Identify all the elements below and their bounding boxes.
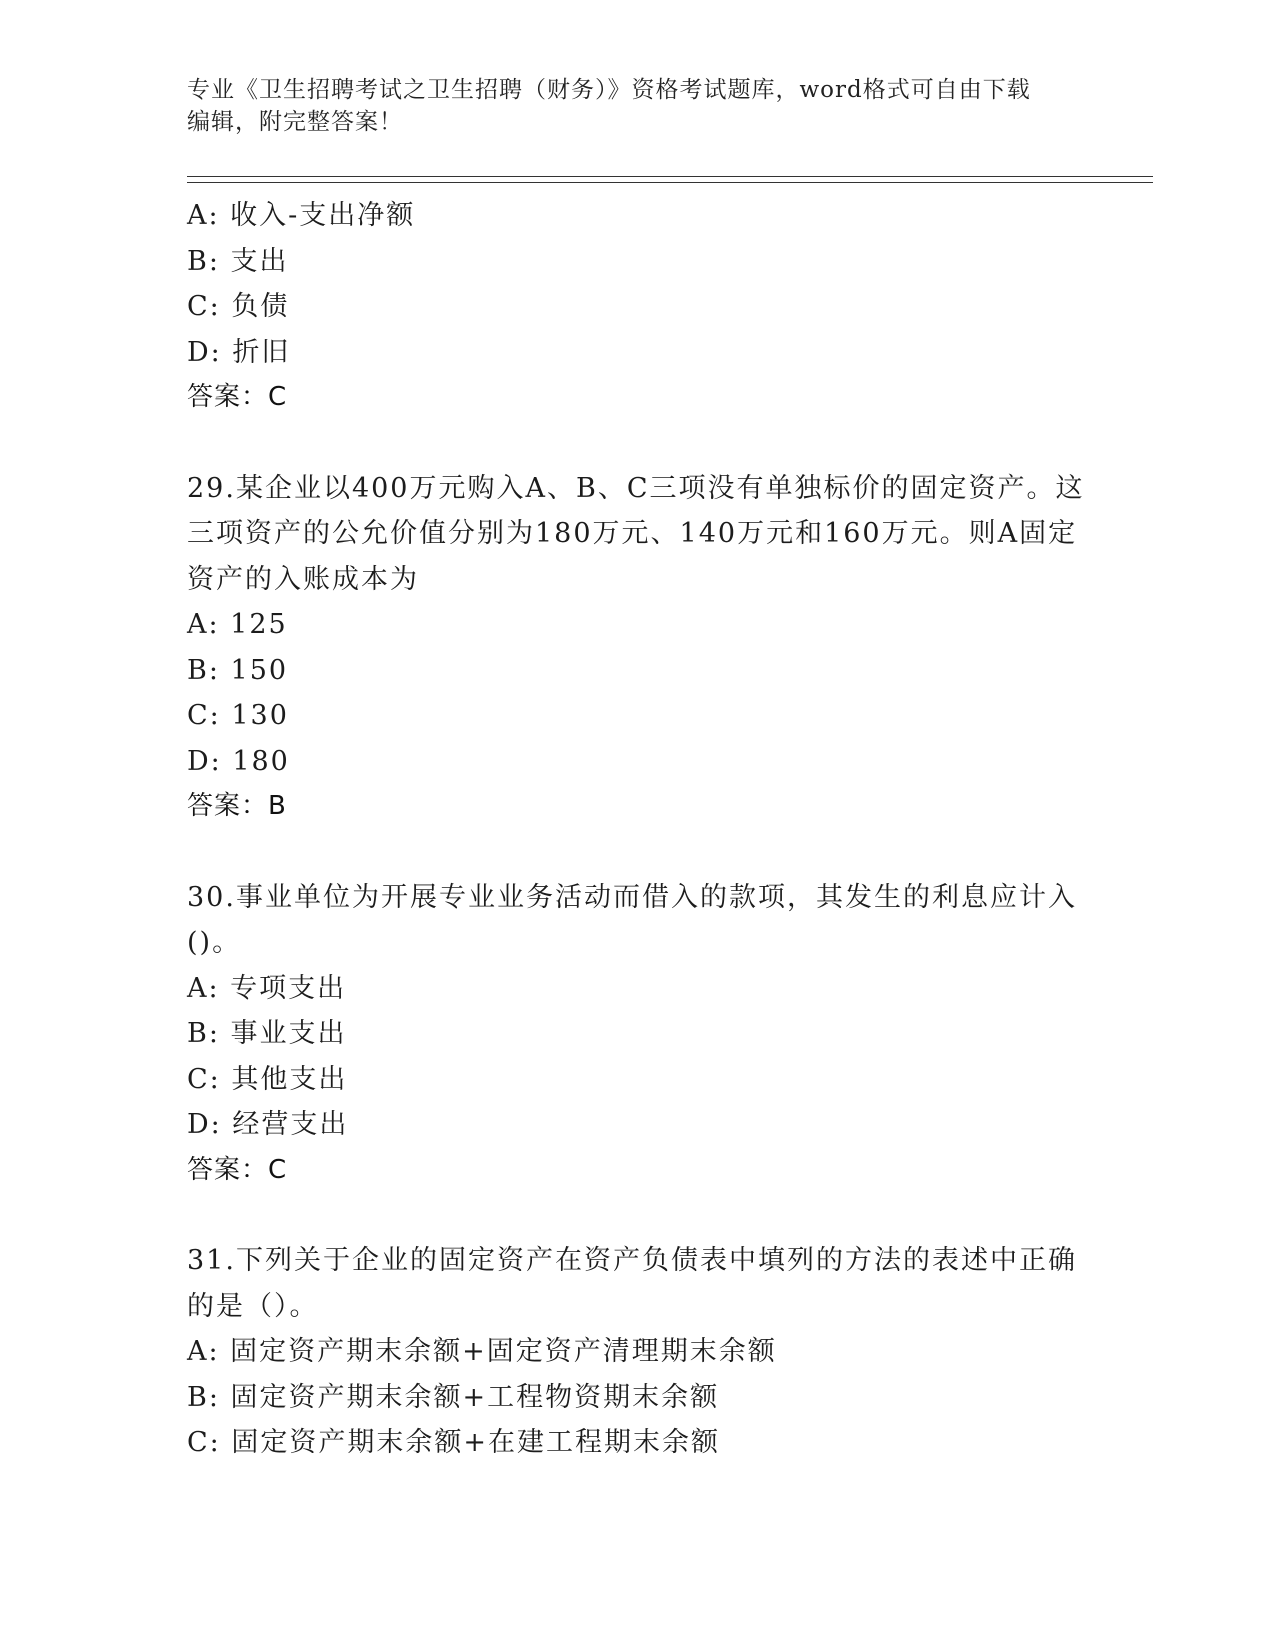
answer-line: 答案：C bbox=[187, 382, 288, 412]
option-d: D: 折旧 bbox=[187, 336, 291, 368]
stem-line: 30.事业单位为开展专业业务活动而借入的款项，其发生的利息应计入 bbox=[187, 881, 1077, 913]
question-spacer bbox=[187, 830, 1087, 875]
question-spacer bbox=[187, 421, 1087, 466]
option-b: B: 支出 bbox=[187, 245, 289, 277]
question-30 bbox=[187, 875, 1087, 1194]
option-d: D: 180 bbox=[187, 745, 290, 777]
option-a: A: 收入-支出净额 bbox=[187, 200, 416, 231]
option-a: A: 固定资产期末余额+固定资产清理期末余额 bbox=[187, 1336, 777, 1367]
option-d: D: 经营支出 bbox=[187, 1109, 349, 1140]
question-stem bbox=[187, 875, 1077, 966]
question-stem bbox=[187, 466, 1085, 603]
stem-line: ()。 bbox=[187, 927, 242, 958]
option-b: B: 事业支出 bbox=[187, 1018, 347, 1049]
header-title-line-1: 专业《卫生招聘考试之卫生招聘（财务）》资格考试题库，word格式可自由下载 bbox=[187, 77, 1031, 103]
stem-line: 资产的入账成本为 bbox=[187, 563, 419, 595]
question-31 bbox=[187, 1238, 1087, 1466]
answer-line: 答案：C bbox=[187, 1154, 288, 1185]
stem-line: 的是（）。 bbox=[187, 1290, 319, 1322]
question-content bbox=[187, 193, 1087, 1466]
option-c: C: 130 bbox=[187, 700, 289, 731]
header-double-rule bbox=[187, 176, 1153, 183]
answer-line: 答案：B bbox=[187, 791, 287, 821]
option-b: B: 150 bbox=[187, 654, 289, 686]
question-29 bbox=[187, 466, 1087, 830]
question-stem bbox=[187, 1238, 1077, 1329]
stem-line: 三项资产的公允价值分别为180万元、140万元和160万元。则A固定 bbox=[187, 518, 1078, 549]
question-28-continued bbox=[187, 193, 1087, 421]
page-header bbox=[187, 74, 1087, 138]
option-b: B: 固定资产期末余额+工程物资期末余额 bbox=[187, 1381, 720, 1413]
option-c: C: 其他支出 bbox=[187, 1063, 348, 1095]
option-a: A: 专项支出 bbox=[187, 972, 347, 1004]
option-c: C: 固定资产期末余额+在建工程期末余额 bbox=[187, 1427, 720, 1458]
option-a: A: 125 bbox=[187, 609, 288, 640]
header-title-line-2: 编辑，附完整答案！ bbox=[187, 109, 403, 135]
question-spacer bbox=[187, 1193, 1087, 1238]
stem-line: 31.下列关于企业的固定资产在资产负债表中填列的方法的表述中正确 bbox=[187, 1245, 1077, 1276]
stem-line: 29.某企业以400万元购入A、B、C三项没有单独标价的固定资产。这 bbox=[187, 472, 1085, 504]
option-c: C: 负债 bbox=[187, 291, 290, 322]
